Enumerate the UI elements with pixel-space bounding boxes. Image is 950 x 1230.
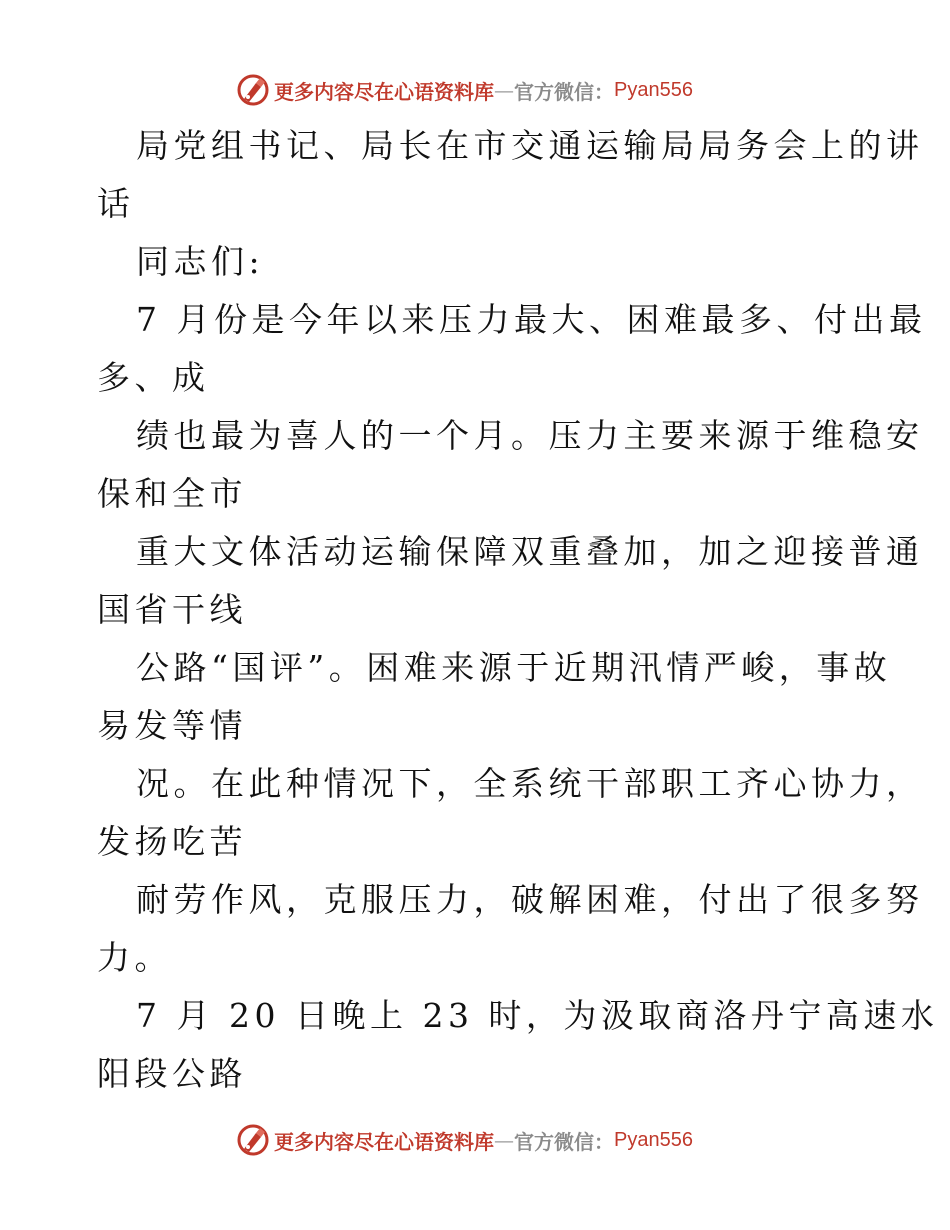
paragraph-line: 7 月份是今年以来压力最大、困难最多、付出最 [136,300,927,339]
document-title-line-2: 话 [97,184,135,223]
watermark-dash: — [494,78,514,102]
footer-watermark [236,1122,693,1158]
watermark-text: 更多内容尽在心语资料库 [274,1129,494,1154]
watermark-label: 官方微信： [514,1129,614,1154]
paragraph-line: 发扬吃苦 [97,822,247,861]
paragraph-line: 保和全市 [97,474,247,513]
paragraph-line: 多、成 [97,358,210,397]
paragraph-line: 国省干线 [97,590,247,629]
pen-logo-icon [236,73,270,107]
watermark-text: 更多内容尽在心语资料库 [274,79,494,104]
pen-logo-icon [236,1123,270,1157]
paragraph-line: 耐劳作风，克服压力，破解困难，付出了很多努 [136,880,924,919]
watermark-id: Pyan556 [614,1128,693,1151]
paragraph-line: 7 月 20 日晚上 23 时，为汲取商洛丹宁高速水 [136,996,939,1035]
header-watermark [236,72,693,108]
salutation: 同志们: [136,242,265,281]
watermark-dash: — [494,1128,514,1152]
paragraph-line: 易发等情 [97,706,247,745]
document-title-line-1: 局党组书记、局长在市交通运输局局务会上的讲 [136,126,924,165]
paragraph-line: 重大文体活动运输保障双重叠加，加之迎接普通 [136,532,924,571]
paragraph-line: 阳段公路 [97,1054,247,1093]
watermark-label: 官方微信： [514,79,614,104]
paragraph-line: 况。在此种情况下，全系统干部职工齐心协力， [136,764,924,803]
paragraph-line: 绩也最为喜人的一个月。压力主要来源于维稳安 [136,416,924,455]
watermark-id: Pyan556 [614,78,693,101]
paragraph-line: 力。 [97,938,172,977]
paragraph-line: 公路“国评”。困难来源于近期汛情严峻，事故 [136,648,892,687]
